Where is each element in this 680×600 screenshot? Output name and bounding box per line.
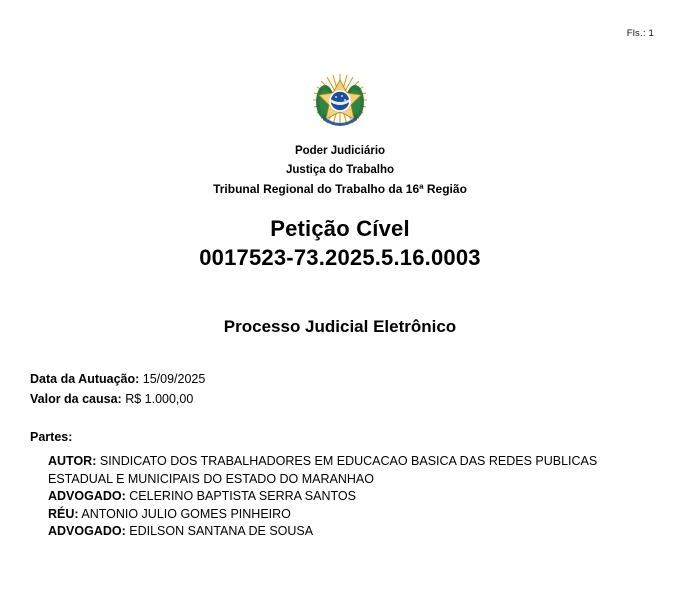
list-item — [48, 488, 650, 506]
list-item — [48, 506, 650, 524]
filing-date-label: Data da Autuação: — [30, 372, 140, 386]
brazil-coat-of-arms-icon — [309, 72, 371, 130]
filing-date-value: 15/09/2025 — [142, 372, 206, 386]
header-line-justica-do-trabalho: Justiça do Trabalho — [286, 164, 394, 176]
party-name: CELERINO BAPTISTA SERRA SANTOS — [129, 489, 356, 503]
filing-date-row — [30, 369, 205, 389]
case-value-label: Valor da causa: — [30, 392, 122, 406]
parties-heading: Partes: — [30, 430, 73, 444]
header-line-poder-judiciario: Poder Judiciário — [294, 145, 386, 157]
case-number: 0017523-73.2025.5.16.0003 — [199, 245, 481, 270]
party-role: ADVOGADO: — [48, 524, 126, 538]
folio-number: Fls.: 1 — [626, 28, 654, 39]
party-name: SINDICATO DOS TRABALHADORES EM EDUCACAO BASICA DAS REDES PUBLICAS ESTADUAL E MUNICIPAIS DO ESTADO DO MARANHAO — [48, 454, 598, 486]
party-name: EDILSON SANTANA DE SOUSA — [129, 524, 314, 538]
court-header — [0, 142, 680, 199]
party-role: AUTOR: — [48, 454, 97, 468]
document-type: Petição Cível — [270, 216, 410, 241]
case-value-row — [30, 389, 205, 409]
list-item — [48, 453, 650, 488]
parties-list — [48, 453, 650, 541]
header-line-tribunal: Tribunal Regional do Trabalho da 16ª Região — [213, 182, 467, 196]
case-value-value: R$ 1.000,00 — [125, 392, 194, 406]
page-title — [0, 215, 680, 273]
case-metadata — [30, 369, 205, 409]
document-subtitle: Processo Judicial Eletrônico — [223, 317, 457, 336]
list-item — [48, 523, 650, 541]
crest-container — [0, 72, 680, 130]
party-role: ADVOGADO: — [48, 489, 126, 503]
party-role: RÉU: — [48, 506, 79, 521]
party-name: ANTONIO JULIO GOMES PINHEIRO — [81, 506, 291, 521]
